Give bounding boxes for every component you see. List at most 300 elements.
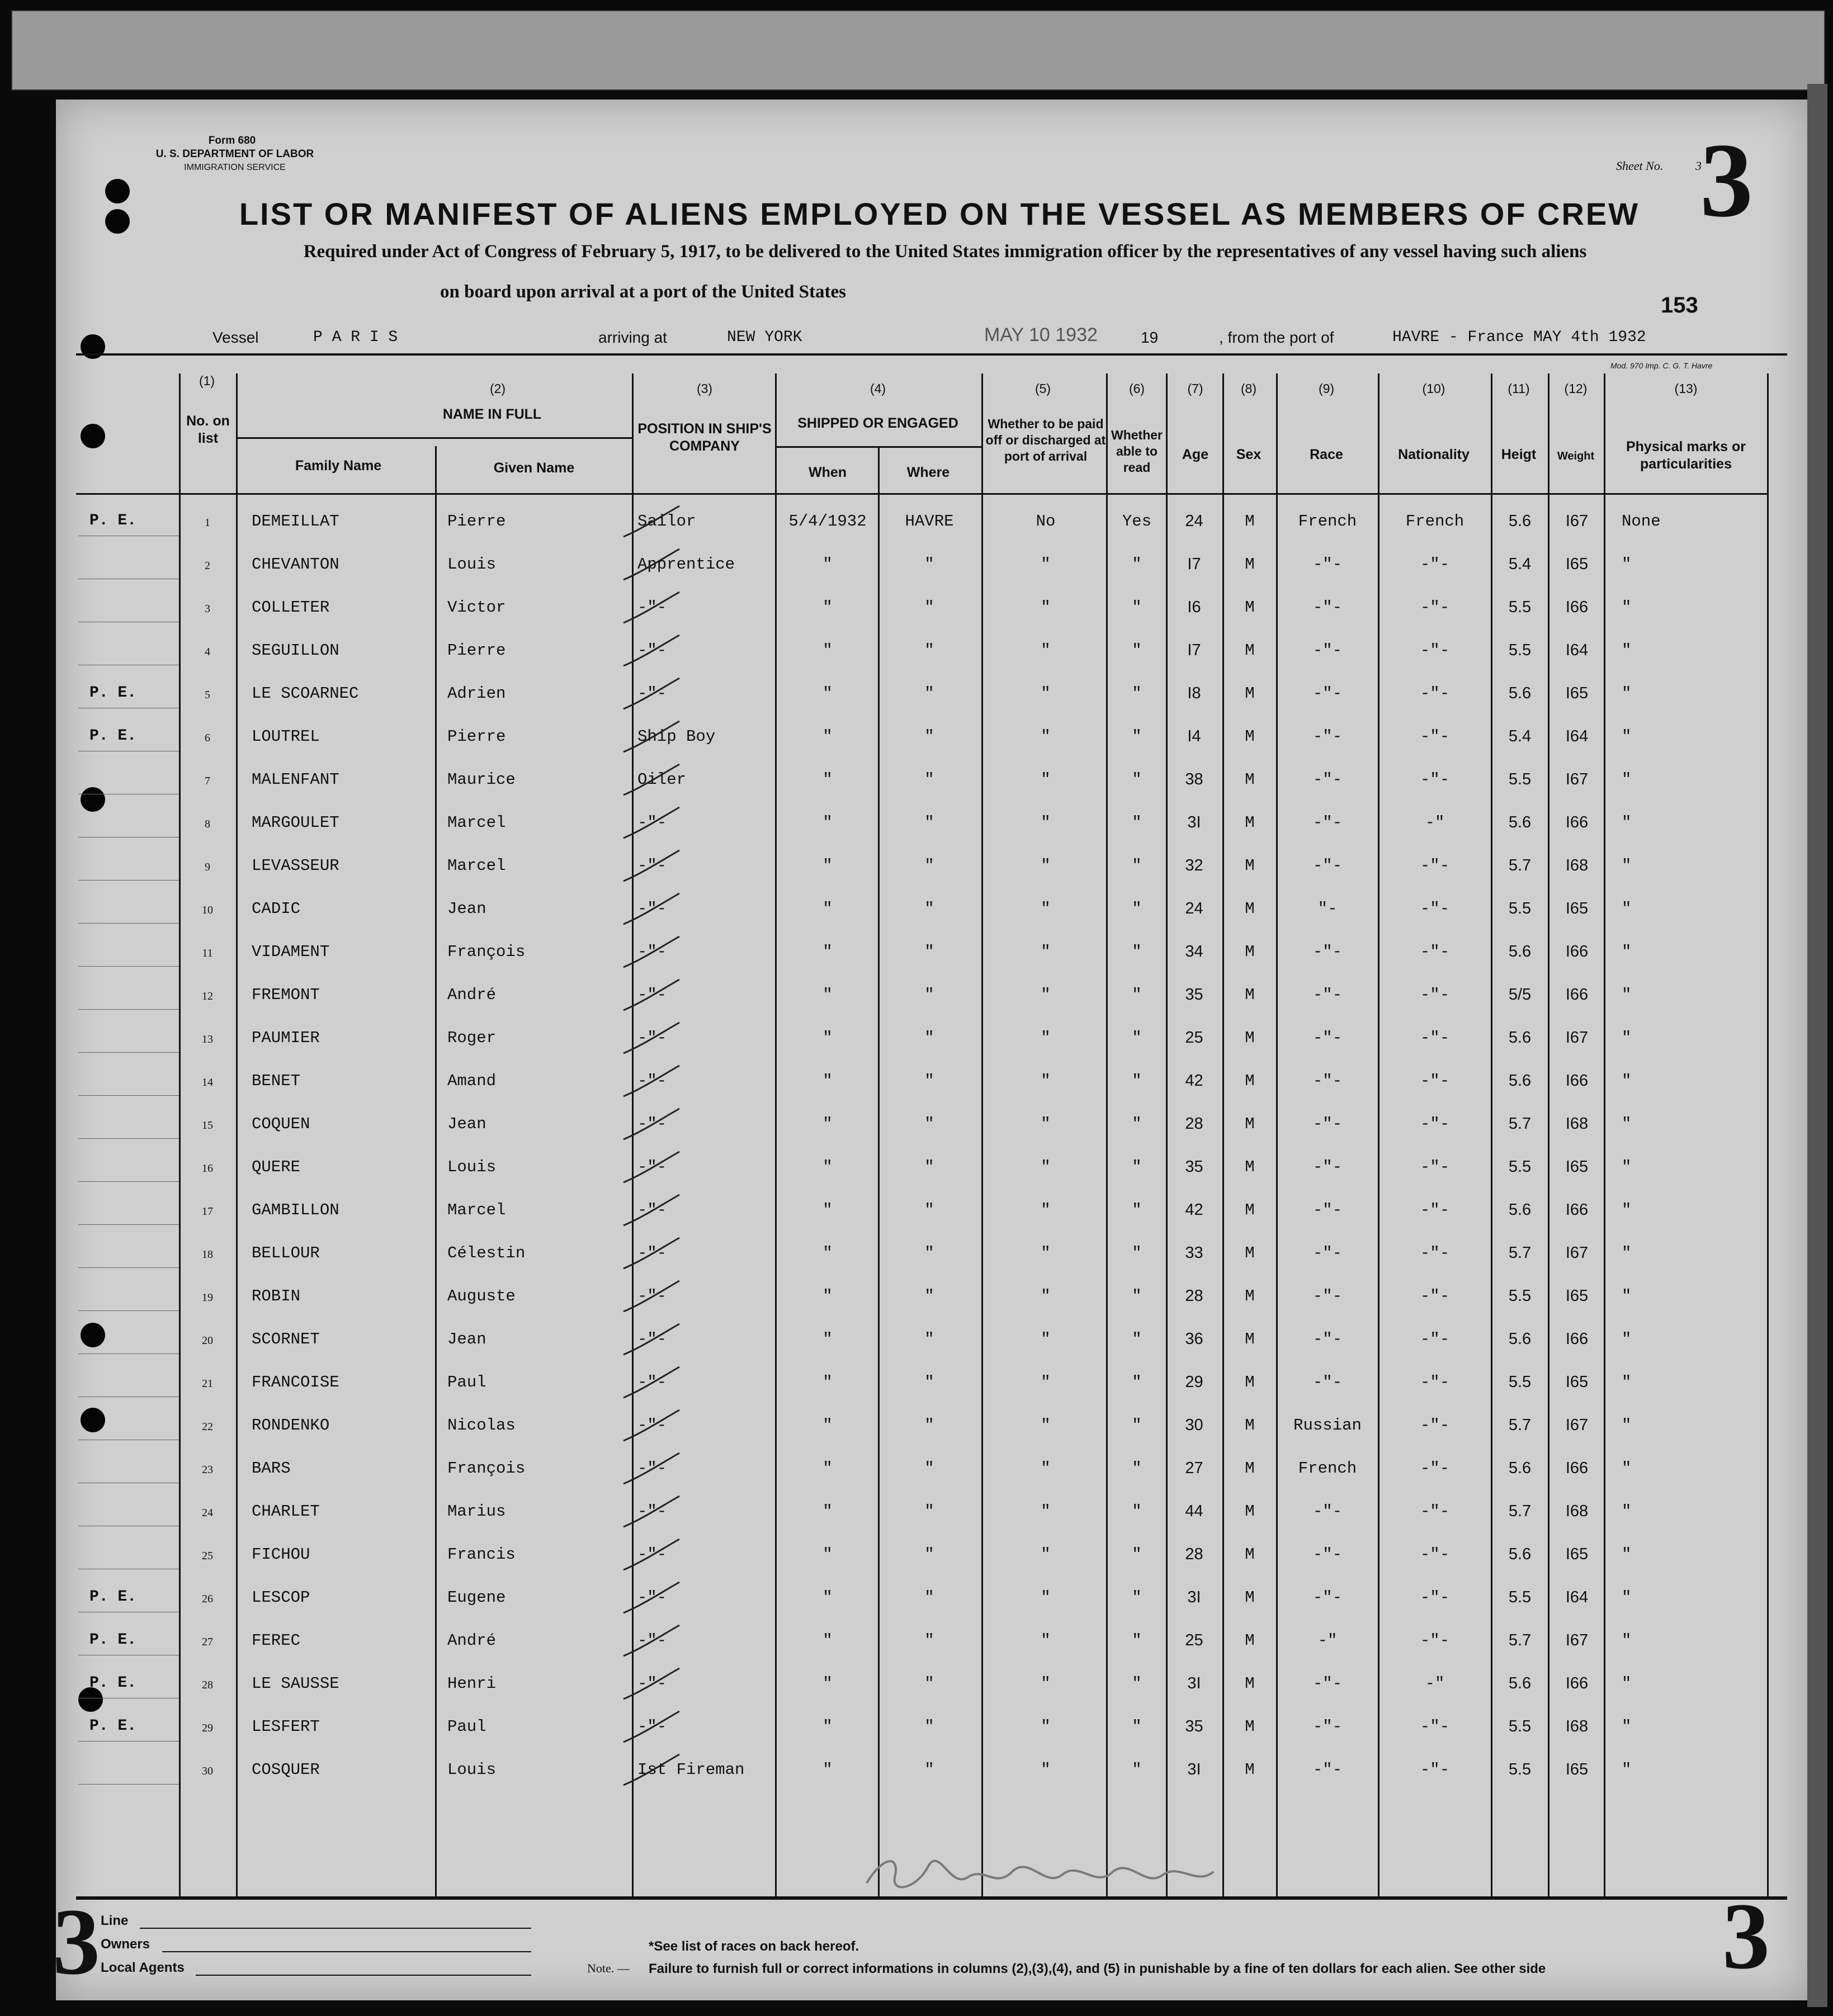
row-read: " <box>1132 684 1142 703</box>
row-where: " <box>924 770 934 789</box>
check-mark-stroke <box>621 1450 682 1492</box>
row-where: " <box>924 856 934 875</box>
row-height: 5.6 <box>1508 1459 1532 1477</box>
row-race: -"- <box>1312 1588 1343 1607</box>
row-family: PAUMIER <box>252 1029 320 1047</box>
row-height: 5.7 <box>1508 1631 1532 1649</box>
row-sex: M <box>1245 1545 1255 1564</box>
row-height: 5.5 <box>1508 598 1532 616</box>
row-read: " <box>1132 1330 1142 1348</box>
row-family: MALENFANT <box>252 770 339 789</box>
sheet-number-footer-left: 3 <box>53 1889 100 1994</box>
row-nationality: -"- <box>1420 684 1450 703</box>
row-read: " <box>1132 1115 1142 1133</box>
row-weight: I65 <box>1565 684 1589 702</box>
header-height: Heigt <box>1501 447 1537 462</box>
row-where: " <box>924 1072 934 1090</box>
row-age: 28 <box>1185 1115 1203 1133</box>
row-no: 19 <box>202 1291 213 1304</box>
row-family: COLLETER <box>252 598 330 617</box>
row-no: 2 <box>205 560 210 572</box>
row-when: " <box>823 1287 833 1305</box>
row-no: 1 <box>205 517 210 529</box>
row-age: I8 <box>1187 684 1201 702</box>
row-where: " <box>924 1373 934 1392</box>
row-position: -"- <box>637 1072 667 1090</box>
row-nationality: -"- <box>1420 943 1450 961</box>
row-height: 5.7 <box>1508 856 1532 874</box>
row-marks: " <box>1622 1373 1632 1392</box>
row-sex: M <box>1245 1029 1255 1047</box>
service-label: IMMIGRATION SERVICE <box>184 163 286 172</box>
row-paid: " <box>1041 1761 1051 1779</box>
row-marks: " <box>1622 1244 1632 1262</box>
row-weight: I66 <box>1565 1072 1589 1090</box>
row-position: -"- <box>637 1416 667 1435</box>
row-no: 4 <box>205 646 210 658</box>
row-paid: " <box>1041 1115 1051 1133</box>
margin-guide-line <box>78 1138 179 1139</box>
row-paid: " <box>1041 1373 1051 1392</box>
row-marks: " <box>1622 1029 1632 1047</box>
header-position: POSITION IN SHIP'S COMPANY <box>637 421 772 454</box>
row-when: " <box>823 1631 833 1650</box>
row-race: -"- <box>1312 1373 1343 1392</box>
row-height: 5.5 <box>1508 900 1532 917</box>
row-position: -"- <box>637 813 667 832</box>
check-mark-stroke <box>621 804 682 846</box>
header-physical-marks: Physical marks or particularities <box>1626 439 1746 472</box>
row-paid: " <box>1041 727 1051 746</box>
col-8-number: (8) <box>1240 381 1257 396</box>
row-sex: M <box>1245 1330 1255 1348</box>
row-weight: I68 <box>1565 1115 1589 1133</box>
row-marks: " <box>1622 1631 1632 1650</box>
row-paid: " <box>1041 900 1051 918</box>
row-read: " <box>1132 1545 1142 1564</box>
check-mark-stroke <box>621 1579 682 1621</box>
row-marks: " <box>1622 555 1632 574</box>
row-no: 22 <box>202 1421 213 1433</box>
row-given: Pierre <box>447 727 506 746</box>
row-weight: I66 <box>1565 1459 1589 1477</box>
row-age: 32 <box>1185 856 1203 874</box>
row-weight: I66 <box>1565 598 1589 616</box>
row-race: -"- <box>1312 1244 1343 1262</box>
row-sex: M <box>1245 813 1255 832</box>
year-label: 19 <box>1141 329 1159 346</box>
row-when: " <box>823 1459 833 1478</box>
header-family-name: Family Name <box>295 458 382 474</box>
margin-guide-line <box>78 1784 179 1785</box>
row-nationality: -"- <box>1420 1416 1450 1435</box>
row-sex: M <box>1245 1631 1255 1650</box>
row-family: FREMONT <box>252 986 320 1004</box>
check-mark-stroke <box>621 675 682 717</box>
row-marks: " <box>1622 856 1632 875</box>
row-weight: I67 <box>1565 512 1589 530</box>
row-position: -"- <box>637 598 667 617</box>
row-where: " <box>924 1502 934 1521</box>
row-no: 29 <box>202 1722 213 1734</box>
row-when: " <box>823 1072 833 1090</box>
row-given: Nicolas <box>447 1416 516 1435</box>
row-nationality: -"- <box>1420 1115 1450 1133</box>
row-where: " <box>924 1631 934 1650</box>
row-nationality: -"- <box>1420 1029 1450 1047</box>
row-read: " <box>1132 856 1142 875</box>
table-column-rule <box>775 373 777 1896</box>
row-paid: " <box>1041 986 1051 1004</box>
row-given: Jean <box>447 1115 486 1133</box>
departure-info: HAVRE - France MAY 4th 1932 <box>1392 329 1646 346</box>
row-given: Francis <box>447 1545 516 1564</box>
row-where: " <box>924 1761 934 1779</box>
row-read: " <box>1132 1072 1142 1090</box>
row-weight: I66 <box>1565 986 1589 1004</box>
row-sex: M <box>1245 943 1255 961</box>
check-mark-stroke <box>621 977 682 1019</box>
row-age: 38 <box>1185 770 1203 788</box>
row-position: -"- <box>637 1502 667 1521</box>
table-row-rule <box>236 437 632 439</box>
form-number: Form 680 <box>208 135 256 146</box>
row-paid: " <box>1041 684 1051 703</box>
row-marks: " <box>1622 1158 1632 1176</box>
arrival-date-stamp: MAY 10 1932 <box>984 324 1098 346</box>
row-age: 28 <box>1185 1545 1203 1563</box>
row-given: Jean <box>447 900 486 918</box>
row-read: " <box>1132 1158 1142 1176</box>
row-where: " <box>924 555 934 574</box>
row-paid: " <box>1041 770 1051 789</box>
row-paid: " <box>1041 1029 1051 1047</box>
header-name-in-full: NAME IN FULL <box>442 406 542 422</box>
row-paid: " <box>1041 1588 1051 1607</box>
row-race: -"- <box>1312 1287 1343 1305</box>
row-where: " <box>924 1717 934 1736</box>
row-height: 5.6 <box>1508 813 1532 831</box>
row-nationality: -"- <box>1420 770 1450 789</box>
row-paid: " <box>1041 1502 1051 1521</box>
fine-note: Failure to furnish full or correct informations in columns (2),(3),(4), and (5) in punishable by a fine of ten dollars for each alien. See other side <box>649 1961 1546 1976</box>
row-sex: M <box>1245 727 1255 746</box>
arrival-port: NEW YORK <box>727 329 802 346</box>
row-nationality: -"- <box>1420 1373 1450 1392</box>
row-nationality: -"- <box>1420 1201 1450 1219</box>
row-given: François <box>447 1459 526 1478</box>
row-when: " <box>823 1717 833 1736</box>
row-given: Amand <box>447 1072 497 1090</box>
check-mark-stroke <box>621 1235 682 1277</box>
table-subcolumn-rule <box>435 446 437 1896</box>
col-4-number: (4) <box>870 381 886 396</box>
row-where: " <box>924 1545 934 1564</box>
row-sex: M <box>1245 1373 1255 1392</box>
row-age: 36 <box>1185 1330 1203 1348</box>
row-when: " <box>823 1115 833 1133</box>
check-mark-stroke <box>621 1665 682 1707</box>
row-paid: " <box>1041 641 1051 660</box>
row-race: -" <box>1317 1631 1338 1650</box>
row-age: 3I <box>1187 1588 1201 1606</box>
row-read: " <box>1132 813 1142 832</box>
inspector-signature <box>861 1849 1219 1909</box>
vessel-label: Vessel <box>212 329 259 346</box>
row-nationality: -"- <box>1420 1072 1450 1090</box>
row-given: Maurice <box>447 770 516 789</box>
row-paid: " <box>1041 598 1051 617</box>
row-age: 24 <box>1185 900 1203 917</box>
row-height: 5.6 <box>1508 943 1532 960</box>
row-when: " <box>823 1244 833 1262</box>
row-age: 29 <box>1185 1373 1203 1391</box>
row-position: -"- <box>637 1244 667 1262</box>
row-position: -"- <box>637 1115 667 1133</box>
check-mark-stroke <box>621 589 682 631</box>
punch-hole <box>81 1408 105 1432</box>
sheet-number-small: 3 <box>1695 159 1702 173</box>
row-when: " <box>823 1158 833 1176</box>
row-no: 6 <box>205 732 210 744</box>
row-read: " <box>1132 1717 1142 1736</box>
row-given: Louis <box>447 1761 497 1779</box>
pe-annotation: P. E. <box>89 1588 137 1606</box>
row-when: " <box>823 856 833 875</box>
row-when: " <box>823 1674 833 1693</box>
row-position: -"- <box>637 641 667 660</box>
row-height: 5.5 <box>1508 1287 1532 1305</box>
row-where: " <box>924 1244 934 1262</box>
check-mark-stroke <box>621 718 682 760</box>
row-position: Ist Fireman <box>637 1761 745 1779</box>
header-race: Race <box>1310 447 1343 462</box>
page-title: LIST OR MANIFEST OF ALIENS EMPLOYED ON THE VESSEL AS MEMBERS OF CREW <box>239 196 1640 231</box>
row-race: French <box>1298 512 1357 531</box>
row-age: 3I <box>1187 1674 1201 1692</box>
row-nationality: French <box>1405 512 1464 531</box>
check-mark-stroke <box>621 1106 682 1148</box>
row-no: 7 <box>205 775 210 787</box>
row-height: 5.5 <box>1508 1158 1532 1176</box>
punch-hole <box>81 1323 105 1347</box>
table-row-rule <box>76 493 1767 495</box>
col-3-number: (3) <box>696 381 713 396</box>
vessel-name: P A R I S <box>313 329 398 346</box>
row-where: " <box>924 1287 934 1305</box>
row-nationality: -"- <box>1420 856 1450 875</box>
arriving-label: arriving at <box>598 329 667 346</box>
row-weight: I66 <box>1565 813 1589 831</box>
row-family: CADIC <box>252 900 301 918</box>
row-when: " <box>823 641 833 660</box>
row-marks: " <box>1622 1115 1632 1133</box>
row-family: BENET <box>252 1072 301 1090</box>
from-port-label: , from the port of <box>1219 329 1334 346</box>
row-nationality: -"- <box>1420 1588 1450 1607</box>
row-when: " <box>823 943 833 961</box>
header-nationality: Nationality <box>1398 447 1470 462</box>
row-position: -"- <box>637 1717 667 1736</box>
row-weight: I66 <box>1565 1201 1589 1219</box>
row-race: French <box>1298 1459 1357 1478</box>
row-given: François <box>447 943 526 961</box>
row-race: -"- <box>1312 598 1343 617</box>
row-race: -"- <box>1312 1761 1343 1779</box>
row-no: 28 <box>202 1679 213 1691</box>
row-position: Apprentice <box>637 555 735 574</box>
row-weight: I64 <box>1565 1588 1589 1606</box>
subtitle-line-2: on board upon arrival at a port of the United States <box>440 282 847 302</box>
row-read: " <box>1132 641 1142 660</box>
row-given: André <box>447 986 497 1004</box>
local-agents-label: Local Agents <box>101 1960 185 1975</box>
pe-annotation: P. E. <box>89 1674 137 1692</box>
row-race: -"- <box>1312 856 1343 875</box>
row-no: 12 <box>202 990 213 1002</box>
row-race: -"- <box>1312 1072 1343 1090</box>
row-age: 3I <box>1187 813 1201 831</box>
row-read: " <box>1132 1244 1142 1262</box>
col-9-number: (9) <box>1318 381 1335 396</box>
sheet-number-footer-right: 3 <box>1722 1884 1770 1989</box>
row-position: -"- <box>637 1029 667 1047</box>
col-6-number: (6) <box>1128 381 1145 396</box>
row-sex: M <box>1245 770 1255 789</box>
row-age: 42 <box>1185 1201 1203 1219</box>
header-age: Age <box>1182 447 1209 462</box>
row-weight: I67 <box>1565 770 1589 788</box>
row-age: 28 <box>1185 1287 1203 1305</box>
row-paid: " <box>1041 1287 1051 1305</box>
row-read: " <box>1132 1201 1142 1219</box>
row-read: " <box>1132 1588 1142 1607</box>
row-marks: " <box>1622 1545 1632 1564</box>
vessel-rule <box>76 353 1787 356</box>
table-column-rule <box>236 373 238 1896</box>
row-paid: " <box>1041 1330 1051 1348</box>
row-race: -"- <box>1312 1201 1343 1219</box>
table-row-rule <box>775 446 981 448</box>
row-nationality: -" <box>1425 1674 1445 1693</box>
row-family: FEREC <box>252 1631 301 1650</box>
row-paid: " <box>1041 1416 1051 1435</box>
row-weight: I65 <box>1565 555 1589 573</box>
row-where: " <box>924 1158 934 1176</box>
row-sex: M <box>1245 1588 1255 1607</box>
row-given: Roger <box>447 1029 497 1047</box>
row-paid: " <box>1041 1674 1051 1693</box>
row-race: -"- <box>1312 727 1343 746</box>
row-no: 14 <box>202 1076 213 1089</box>
row-race: -"- <box>1312 641 1343 660</box>
check-mark-stroke <box>621 1622 682 1664</box>
row-where: " <box>924 1201 934 1219</box>
row-height: 5.7 <box>1508 1115 1532 1133</box>
row-position: -"- <box>637 1674 667 1693</box>
row-weight: I68 <box>1565 856 1589 874</box>
row-position: -"- <box>637 1459 667 1478</box>
row-read: " <box>1132 770 1142 789</box>
row-marks: " <box>1622 641 1632 660</box>
row-no: 15 <box>202 1119 213 1132</box>
margin-guide-line <box>78 1310 179 1311</box>
row-family: FICHOU <box>252 1545 310 1564</box>
row-family: RONDENKO <box>252 1416 330 1435</box>
row-paid: " <box>1041 856 1051 875</box>
row-marks: " <box>1622 1459 1632 1478</box>
row-no: 11 <box>202 947 213 959</box>
pe-annotation: P. E. <box>89 512 137 529</box>
row-read: Yes <box>1122 512 1152 531</box>
col-7-number: (7) <box>1187 381 1203 396</box>
row-where: " <box>924 813 934 832</box>
row-age: 24 <box>1185 512 1203 530</box>
header-paid-off: Whether to be paid off or discharged at port of arrival <box>985 417 1106 463</box>
owners-underline <box>162 1951 531 1952</box>
row-position: Ship Boy <box>637 727 716 746</box>
row-no: 16 <box>202 1162 213 1175</box>
row-age: I7 <box>1187 641 1201 659</box>
row-weight: I68 <box>1565 1717 1589 1735</box>
row-no: 21 <box>202 1378 213 1390</box>
footer-rule <box>76 1896 1787 1900</box>
row-race: -"- <box>1312 1158 1343 1176</box>
row-family: CHEVANTON <box>252 555 339 574</box>
row-height: 5.4 <box>1508 727 1532 745</box>
row-nationality: -"- <box>1420 1761 1450 1779</box>
agents-underline <box>196 1975 531 1976</box>
row-age: 35 <box>1185 986 1203 1004</box>
row-age: 3I <box>1187 1761 1201 1778</box>
row-given: Louis <box>447 555 497 574</box>
row-race: -"- <box>1312 1330 1343 1348</box>
row-age: 44 <box>1185 1502 1203 1520</box>
row-read: " <box>1132 1373 1142 1392</box>
row-weight: I66 <box>1565 1674 1589 1692</box>
row-weight: I65 <box>1565 1287 1589 1305</box>
row-race: "- <box>1317 900 1338 918</box>
row-sex: M <box>1245 1287 1255 1305</box>
check-mark-stroke <box>621 848 682 889</box>
row-nationality: -"- <box>1420 986 1450 1004</box>
row-position: -"- <box>637 1330 667 1348</box>
row-read: " <box>1132 1287 1142 1305</box>
row-given: Eugene <box>447 1588 506 1607</box>
row-age: 33 <box>1185 1244 1203 1262</box>
row-read: " <box>1132 727 1142 746</box>
row-weight: I67 <box>1565 1416 1589 1434</box>
row-sex: M <box>1245 512 1255 531</box>
margin-guide-line <box>78 1267 179 1268</box>
row-no: 13 <box>202 1033 213 1045</box>
margin-guide-line <box>78 1052 179 1053</box>
punch-hole <box>81 787 105 812</box>
row-nationality: -"- <box>1420 641 1450 660</box>
margin-guide-line <box>78 1181 179 1182</box>
row-where: HAVRE <box>905 512 954 531</box>
col-13-number: (13) <box>1674 381 1698 396</box>
row-no: 8 <box>205 818 210 830</box>
row-where: " <box>924 1115 934 1133</box>
row-where: " <box>924 900 934 918</box>
row-sex: M <box>1245 555 1255 574</box>
pe-annotation: P. E. <box>89 684 137 702</box>
row-no: 20 <box>202 1334 213 1347</box>
margin-guide-line <box>78 1224 179 1225</box>
row-read: " <box>1132 943 1142 961</box>
line-label: Line <box>101 1913 129 1928</box>
